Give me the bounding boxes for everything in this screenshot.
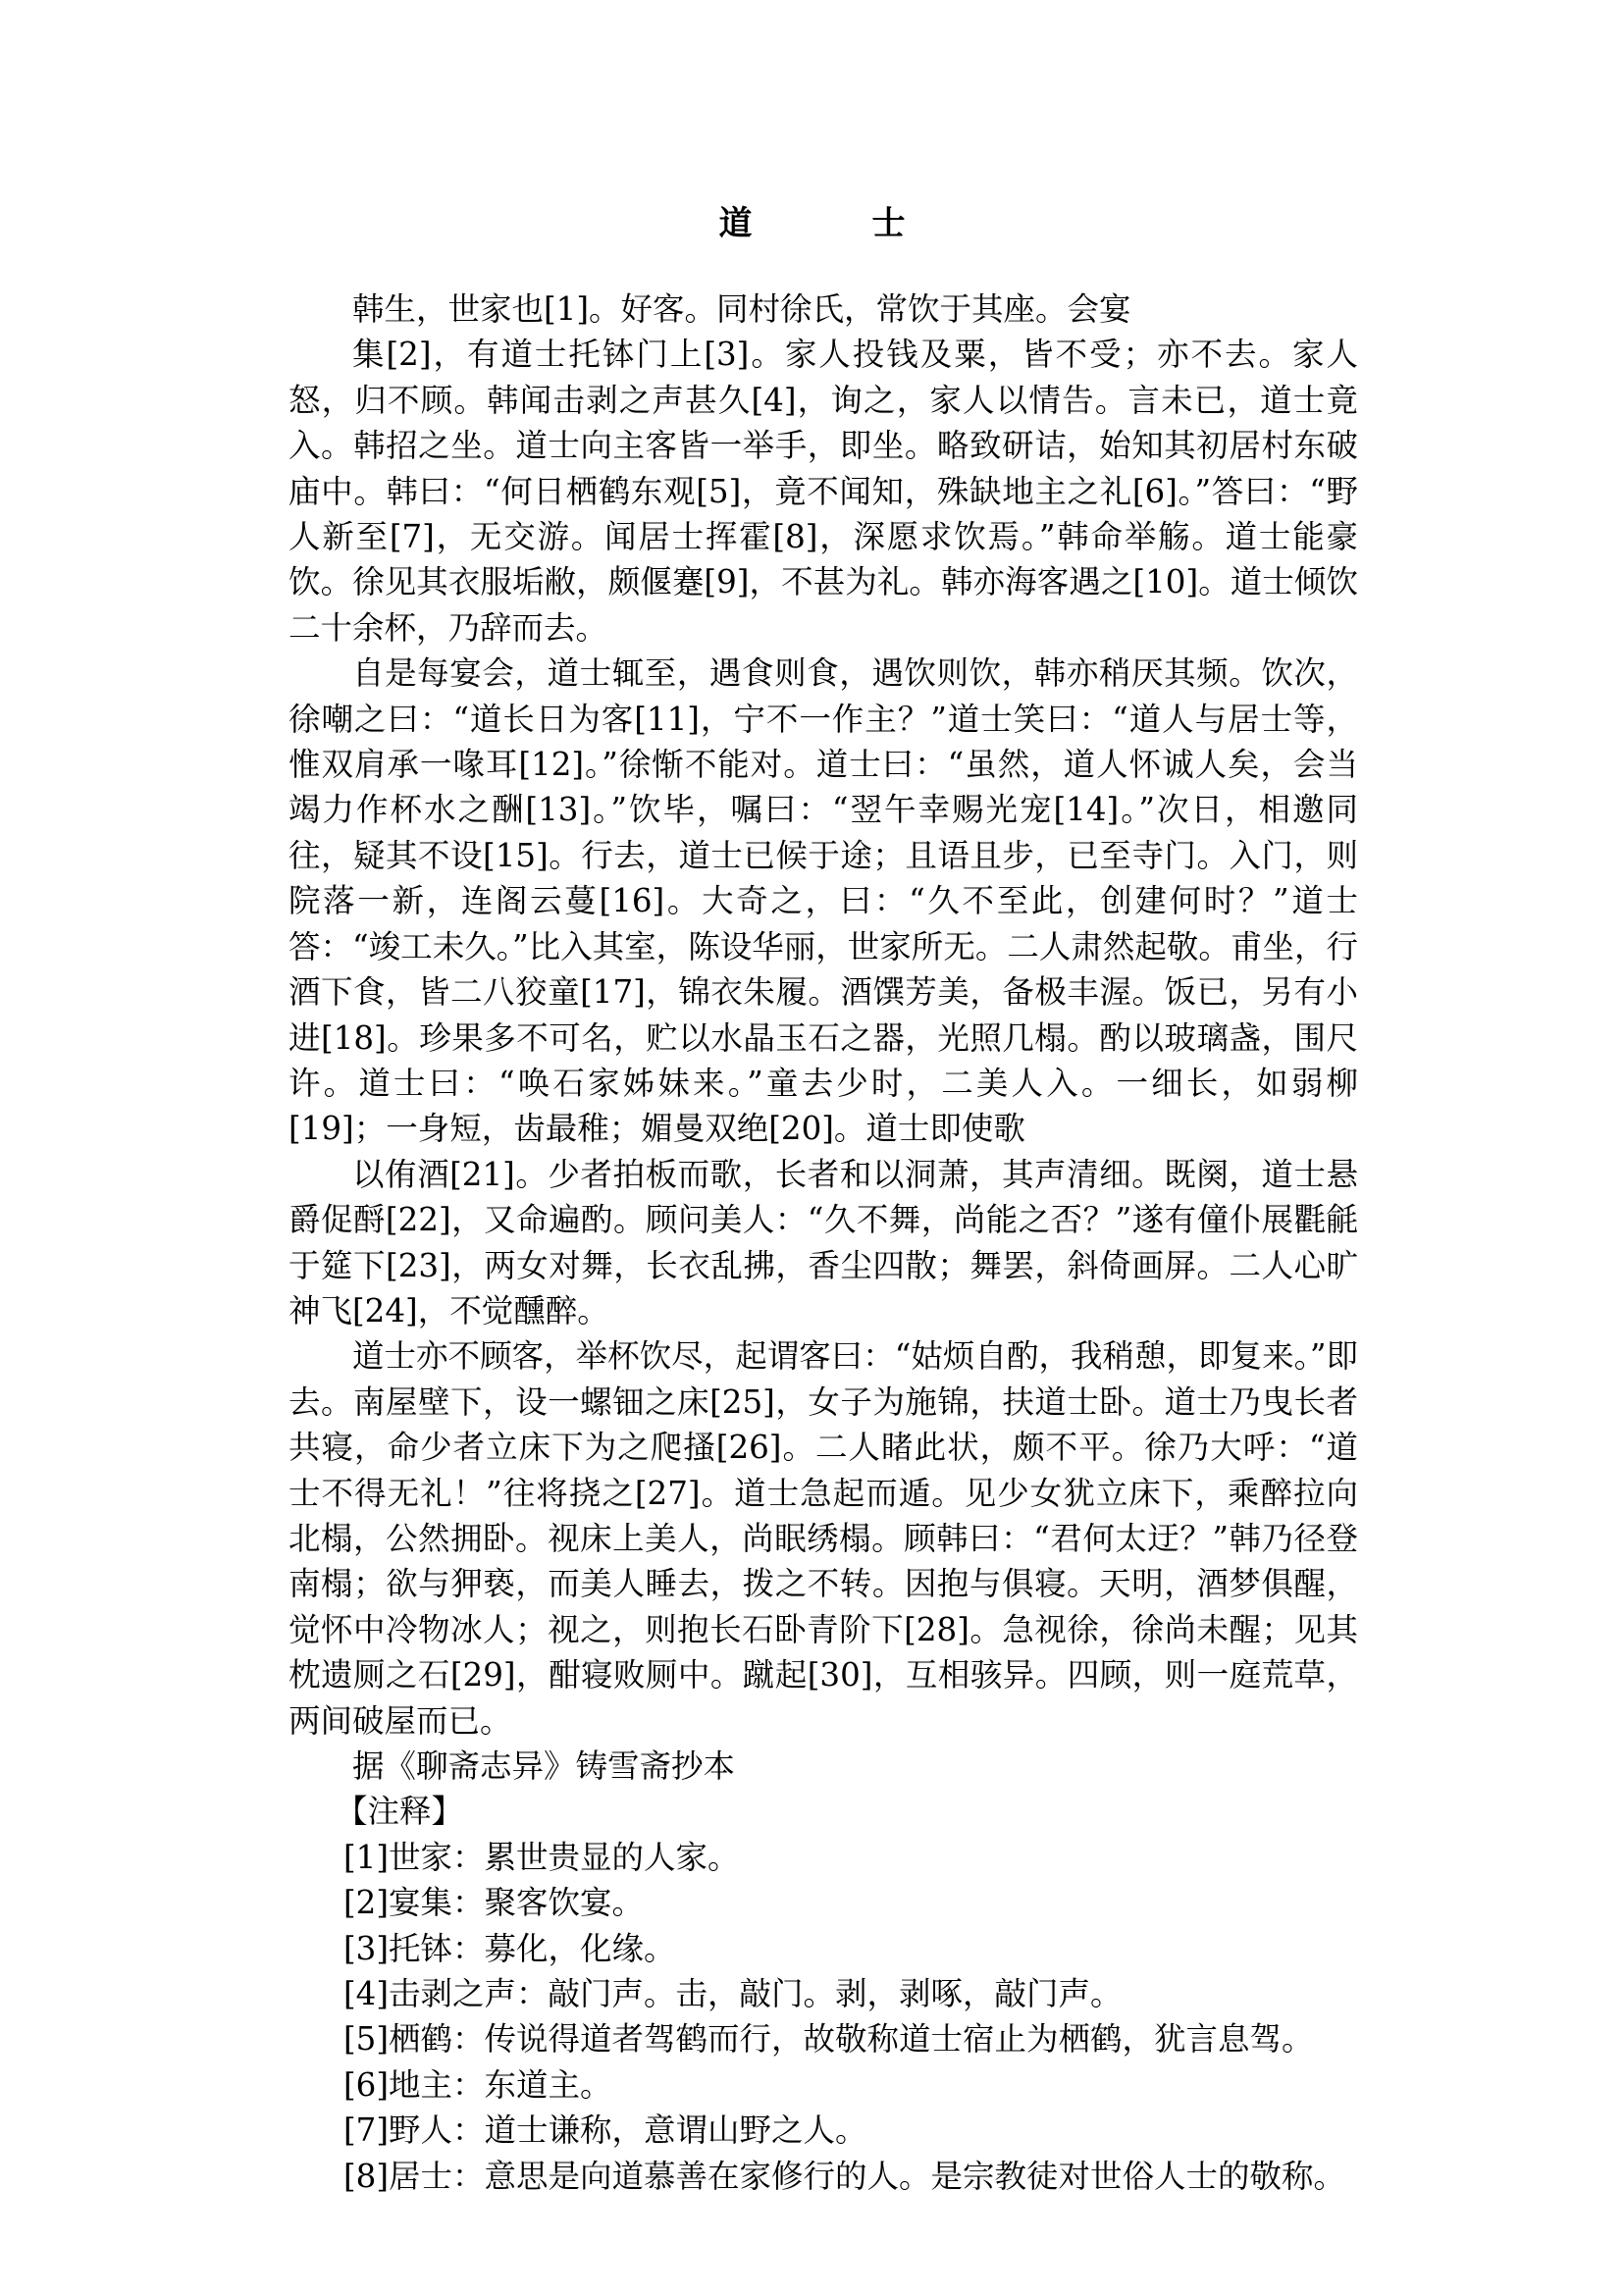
- notes-heading: 【注释】: [336, 1793, 464, 1831]
- note-item: [7]野人：道士谦称，意谓山野之人。: [343, 2112, 867, 2150]
- note-item: [2]宴集：聚客饮宴。: [343, 1884, 645, 1922]
- note-item: [5]栖鹤：传说得道者驾鹤而行，故敬称道士宿止为栖鹤，犹言息驾。: [343, 2020, 1314, 2059]
- paragraph: 韩生，世家也[1]。好客。同村徐氏，常饮于其座。会宴: [352, 290, 1131, 328]
- paragraph: 集[2]，有道士托钵门上[3]。家人投钱及粟，皆不受；亦不去。家人怒，归不顾。韩闻击剥之声甚久[4]，询之，家人以情告。言未已，道士竟入。韩招之坐。道士向主客皆一举手，即坐。略致研诘，始知其初居村东破庙中。韩曰：“何日栖鹤东观[5]，竟不闻知，殊缺地主之礼[6]。”答曰：“野人新至[7]，无交游。闻居士挥霍[8]，深愿求饮焉。”韩命举觞。道士能豪饮。徐见其衣服垢敝，颇偃蹇[9]，不甚为礼。韩亦海客遇之[10]。道士倾饮二十余杯，乃辞而去。: [288, 336, 1358, 647]
- paragraph: 道士亦不顾客，举杯饮尽，起谓客曰：“姑烦自酌，我稍憩，即复来。”即去。南屋壁下，设一螺钿之床[25]，女子为施锦，扶道士卧。道士乃曳长者共寝，命少者立床下为之爬搔[26]。二人睹此状，颇不平。徐乃大呼：“道士不得无礼！”往将挠之[27]。道士急起而遁。见少女犹立床下，乘醉拉向北榻，公然拥卧。视床上美人，尚眠绣榻。顾韩曰：“君何太迂？”韩乃径登南榻；欲与狎亵，而美人睡去，拨之不转。因抱与俱寝。天明，酒梦俱醒，觉怀中冷物冰人；视之，则抱长石卧青阶下[28]。急视徐，徐尚未醒；见其枕遗厕之石[29]，酣寝败厕中。蹴起[30]，互相骇异。四顾，则一庭荒草，两间破屋而已。: [288, 1337, 1358, 1740]
- body-text: [288, 287, 1358, 2199]
- source-line: 据《聊斋志异》铸雪斋抄本: [352, 1747, 736, 1785]
- note-item: [1]世家：累世贵显的人家。: [343, 1838, 740, 1876]
- note-item: [4]击剥之声：敲门声。击，敲门。剥，剥啄，敲门声。: [343, 1975, 1123, 2013]
- note-item: [6]地主：东道主。: [343, 2065, 612, 2104]
- note-item: [8]居士：意思是向道慕善在家修行的人。是宗教徒对世俗人士的敬称。: [343, 2157, 1346, 2195]
- paragraph: 自是每宴会，道士辄至，遇食则食，遇饮则饮，韩亦稍厌其频。饮次，徐嘲之曰：“道长日为客[11]，宁不一作主？”道士笑曰：“道人与居士等，惟双肩承一喙耳[12]。”徐惭不能对。道士曰：“虽然，道人怀诚人矣，会当竭力作杯水之酬[13]。”饮毕，嘱曰：“翌午幸赐光宠[14]。”次日，相邀同往，疑其不设[15]。行去，道士已候于途；且语且步，已至寺门。入门，则院落一新，连阁云蔓[16]。大奇之，曰：“久不至此，创建何时？”道士答：“竣工未久。”比入其室，陈设华丽，世家所无。二人肃然起敬。甫坐，行酒下食，皆二八狡童[17]，锦衣朱履。酒馔芳美，备极丰渥。饭已，另有小进[18]。珍果多不可名，贮以水晶玉石之器，光照几榻。酌以玻璃盏，围尺许。道士曰：“唤石家姊妹来。”童去少时，二美人入。一细长，如弱柳[19]；一身短，齿最稚；媚曼双绝[20]。道士即使歌: [288, 654, 1358, 1148]
- paragraph: 以侑酒[21]。少者拍板而歌，长者和以洞萧，其声清细。既阕，道士悬爵促酹[22]，又命遍酌。顾问美人：“久不舞，尚能之否？”遂有僮仆展氍毹于筵下[23]，两女对舞，长衣乱拂，香尘四散；舞罢，斜倚画屏。二人心旷神飞[24]，不觉醺醉。: [288, 1155, 1358, 1329]
- note-item: [3]托钵：募化，化缘。: [343, 1929, 676, 1967]
- notes-list: [288, 1835, 1358, 2199]
- page-title: 道 士: [718, 204, 949, 243]
